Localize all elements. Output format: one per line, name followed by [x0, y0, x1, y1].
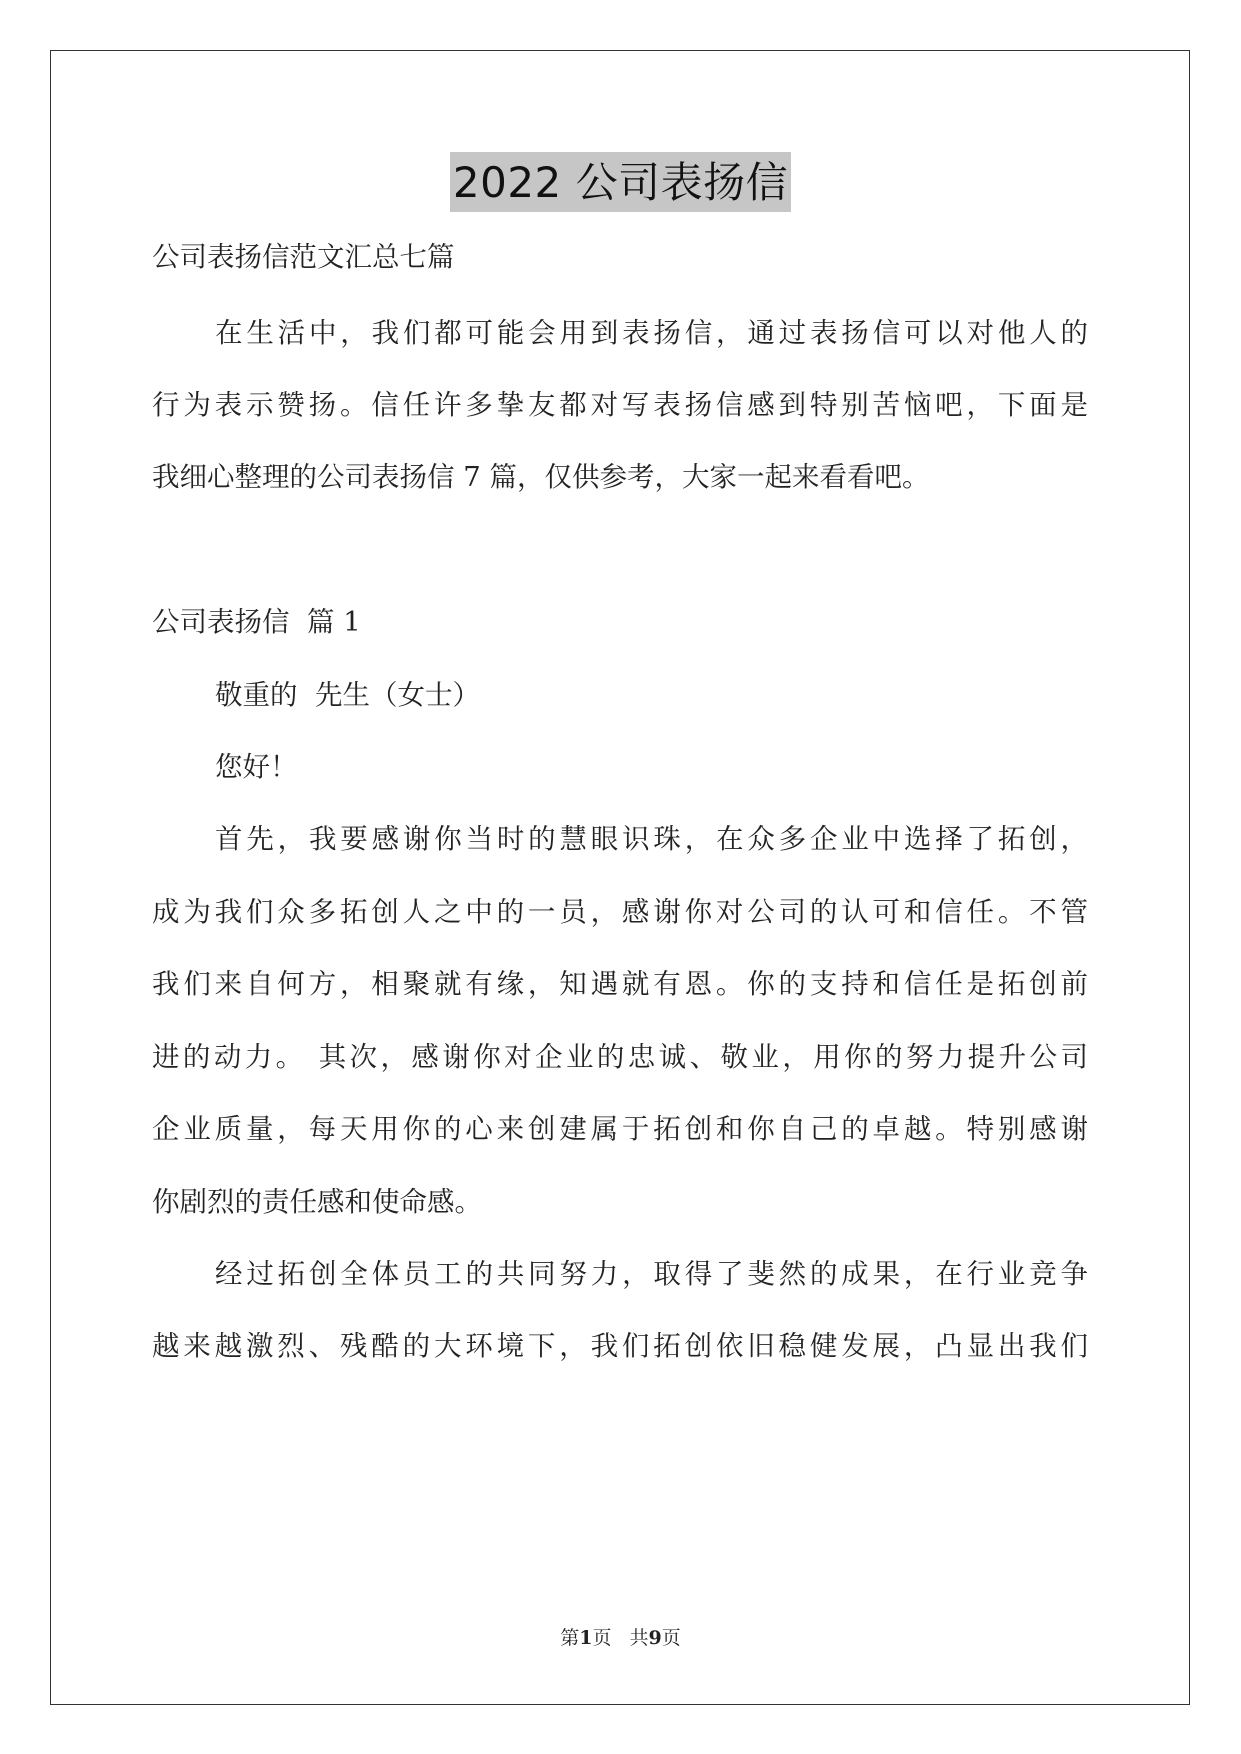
para1-line-1: 首先，我要感谢你当时的慧眼识珠，在众多企业中选择了拓创，: [215, 823, 1088, 855]
salutation: 敬重的 先生（女士）: [215, 679, 480, 711]
footer-page-current: 1: [579, 1627, 593, 1649]
para1-line-4: 进的动力。 其次，感谢你对企业的忠诚、敬业，用你的努力提升公司: [152, 1041, 1088, 1073]
intro-line-1: 在生活中，我们都可能会用到表扬信，通过表扬信可以对他人的: [215, 317, 1088, 349]
section-heading: 公司表扬信 篇 1: [152, 606, 361, 638]
footer-total-suffix: 页: [661, 1627, 681, 1649]
intro-line-2: 行为表示赞扬。信任许多挚友都对写表扬信感到特别苦恼吧，下面是: [152, 389, 1088, 421]
para1-line-2: 成为我们众多拓创人之中的一员，感谢你对公司的认可和信任。不管: [152, 896, 1088, 928]
para2-line-1: 经过拓创全体员工的共同努力，取得了斐然的成果，在行业竞争: [215, 1258, 1088, 1290]
intro-line-3: 我细心整理的公司表扬信 7 篇，仅供参考，大家一起来看看吧。: [152, 461, 930, 493]
para1-line-3: 我们来自何方，相聚就有缘，知遇就有恩。你的支持和信任是拓创前: [152, 968, 1088, 1000]
document-title: 2022 公司表扬信: [450, 152, 791, 212]
title-container: [0, 152, 1241, 212]
document-subtitle: 公司表扬信范文汇总七篇: [152, 241, 455, 273]
footer-page-total: 9: [648, 1627, 662, 1649]
page-border: [50, 50, 1190, 1705]
greeting: 您好！: [215, 751, 298, 783]
page-footer: [0, 1624, 1241, 1652]
para1-line-6: 你剧烈的责任感和使命感。: [152, 1186, 482, 1218]
para1-line-5: 企业质量，每天用你的心来创建属于拓创和你自己的卓越。特别感谢: [152, 1113, 1088, 1145]
footer-total-prefix: 共: [629, 1627, 649, 1649]
para2-line-2: 越来越激烈、残酷的大环境下，我们拓创依旧稳健发展，凸显出我们: [152, 1330, 1088, 1362]
footer-page-mid: 页: [592, 1627, 612, 1649]
footer-page-prefix: 第: [560, 1627, 580, 1649]
